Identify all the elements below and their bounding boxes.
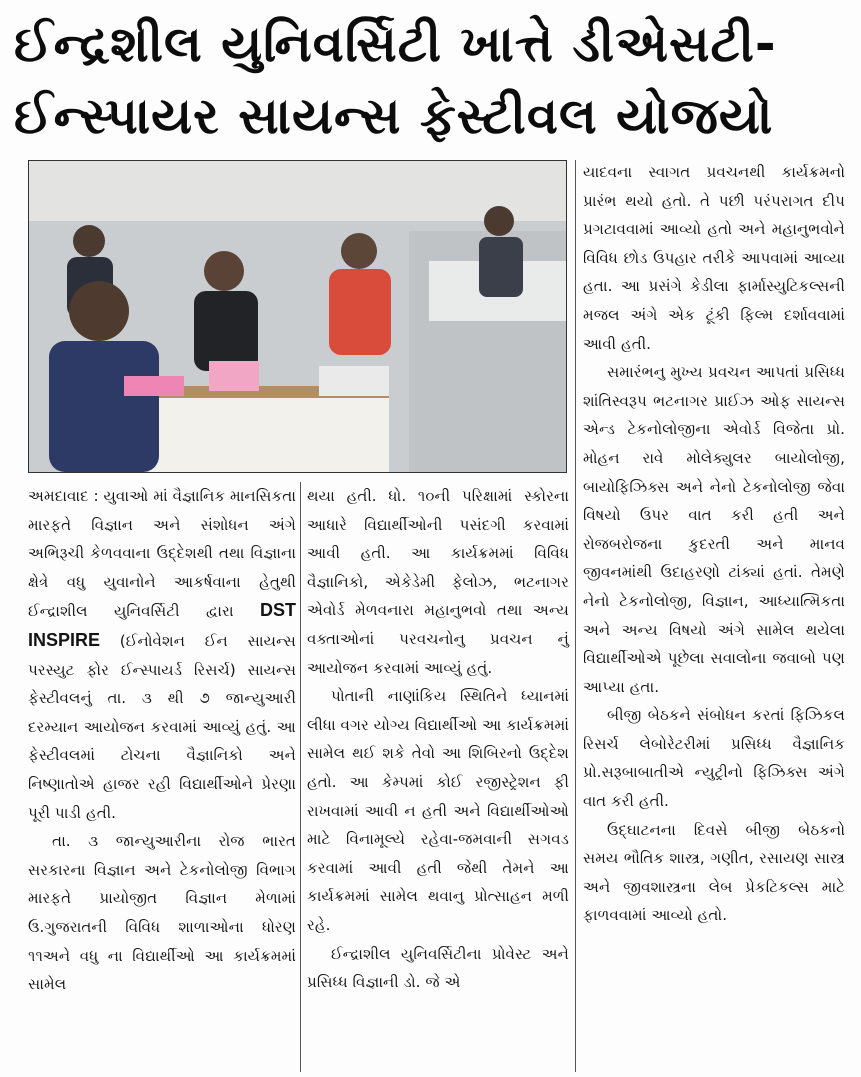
paragraph: થયા હતી. ધો. ૧૦ની પરિક્ષામાં સ્કોરના આધારે વિદ્યાર્થીઓની પસંદગી કરવામાં આવી હતી. આ કાર્યક્રમમાં વિવિધ વૈજ્ઞાનિકો, એકેડેમી ફેલોઝ, ભટનાગર એવોર્ડ મેળવનારા મહાનુભવો તથા અન્ય વક્તાઓનાં પરવચનોનુ પ્રવચન નું આયોજન કરવામાં આવ્યું હતું. bbox=[307, 487, 569, 677]
paragraph: સમારંભનુ મુખ્ય પ્રવચન આપતાં પ્રસિધ્ધ શાંતિસ્વરૂપ ભટનાગર પ્રાઈઝ ઓફ સાયન્સ એન્ડ ટેકનોલોજીના એવોર્ડ વિજેતા પ્રો. મોહન રાવે મોલેક્યુલર બાયોલોજી, બાયોફિઝિક્સ અને નેનો ટેકનોલોજી જેવા વિષયો ઉપર વાત કરી હતી અને રોજબરોજના કુદરતી અને માનવ જીવનમાંથી ઉદાહરણો ટાંક્યાં હતાં. તેમણે નેનો ટેકનોલોજી, વિજ્ઞાન, આધ્યાત્મિકતા અને અન્ય વિષયો અંગે સામેલ થયેલા વિદ્યાર્થીઓએ પૂછેલા સવાલોના જવાબો પણ આપ્યા હતા. bbox=[583, 363, 845, 696]
article-column-3 bbox=[583, 158, 845, 930]
headline bbox=[14, 8, 848, 152]
paragraph-text: (ઈનોવેશન ઈન સાયન્સ પરસ્યુટ ફોર ઈન્સ્પાયર્ડ રિસર્ચ) સાયન્સ ફેસ્ટીવલનું તા. ૩ થી ૭ જાન્યુઆરી દરમ્યાન આયોજન કરવામાં આવ્યું હતું. આ ફેસ્ટીવલમાં ટોચના વૈજ્ઞાનિકો અને નિષ્ણાતોએ હાજર રહી વિદ્યાર્થીઓને પ્રેરણા પૂરી પાડી હતી. bbox=[28, 631, 296, 822]
paragraph-text: અમદાવાદ : યુવાઓ માં વૈજ્ઞાનિક માનસિકતા મારફતે વિજ્ઞાન અને સંશોધન અંગે અભિરૂચી કેળવવાના ઉદ્દેશથી તથા વિજ્ઞાના ક્ષેત્રે વધુ યુવાનોને આકર્ષવાના હેતુથી ઈન્દ્રાશીલ યુનિવર્સિટી દ્વારા bbox=[28, 487, 296, 621]
paragraph: તા. ૩ જાન્યુઆરીના રોજ ભારત સરકારના વિજ્ઞાન અને ટેકનોલોજી વિભાગ મારફતે પ્રાયોજીત વિજ્ઞાન મેળામાં ઉ.ગુજરાતની વિવિધ શાળાઓના ધોરણ ૧૧અને વધુ ના વિદ્યાર્થીઓ આ કાર્યક્રમમાં સામેલ bbox=[28, 832, 296, 994]
paragraph: પોતાની નાણાંકિય સ્થિતિને ધ્યાનમાં લીધા વગર યોગ્ય વિદ્યાર્થીઓ આ કાર્યક્રમમાં સામેલ થઈ શકે તેવો આ શિબિરનો ઉદ્દેશ હતો. આ કેમ્પમાં કોઈ રજીસ્ટ્રેશન ફી રાખવામાં આવી ન હતી અને વિદ્યાર્થીઓઓ માટે વિનામૂલ્યે રહેવા-જમવાની સગવડ કરવામાં આવી હતી જેથી તેમને આ કાર્યક્રમમાં સામેલ થવાનુ પ્રોત્સાહન મળી રહે. bbox=[307, 687, 569, 934]
dst-inspire-bold: DST INSPIRE bbox=[28, 600, 296, 650]
article-column-2 bbox=[307, 482, 569, 997]
article-column-1 bbox=[28, 482, 296, 999]
article-photo bbox=[28, 160, 567, 473]
headline-line-2: ઈન્સ્પાયર સાયન્સ ફેસ્ટીવલ યોજયો bbox=[14, 87, 774, 145]
paragraph: ઉદ્ઘાટનના દિવસે બીજી બેઠકનો સમય ભૌતિક શાસ્ત્ર, ગણીત, રસાયણ સાસ્ત્ર અને જીવશાસ્ત્રના લેબ પ્રેકટિકલ્સ માટે ફાળવવામાં આવ્યો હતો. bbox=[583, 820, 845, 925]
students-classroom-photo-icon bbox=[29, 161, 566, 472]
paragraph: બીજી બેઠકને સંબોધન કરતાં ફિઝિકલ રિસર્ચ લેબોરેટરીમાં પ્રસિધ્ધ વૈજ્ઞાનિક પ્રો.સરૂબાબાતીએ ન્યુટ્રીનો ફિઝિક્સ અંગે વાત કરી હતી. bbox=[583, 706, 845, 811]
paragraph: યાદવના સ્વાગત પ્રવચનથી કાર્યક્રમનો પ્રારંભ થયો હતો. તે પછી પરંપરાગત દીપ પ્રગટાવવામાં આવ્યો હતો અને મહાનુભવોને વિવિધ છોડ ઉપહાર તરીકે આપવામાં આવ્યા હતા. આ પ્રસંગે કેડીલા ફાર્માસ્યુટિકલ્સની મજલ અંગે એક ટૂંકી ફિલ્મ દર્શાવવામાં આવી હતી. bbox=[583, 163, 845, 353]
paragraph: ઈન્દ્રાશીલ યુનિવર્સિટીના પ્રોવેસ્ટ અને પ્રસિધ્ધ વિજ્ઞાની ડો. જે એ bbox=[307, 944, 569, 992]
headline-line-1: ઈન્દ્રશીલ યુનિવર્સિટી ખાત્તે ડીએસટી- bbox=[14, 15, 777, 73]
column-divider bbox=[575, 160, 576, 1072]
column-divider bbox=[300, 482, 301, 1072]
paragraph bbox=[28, 482, 296, 827]
